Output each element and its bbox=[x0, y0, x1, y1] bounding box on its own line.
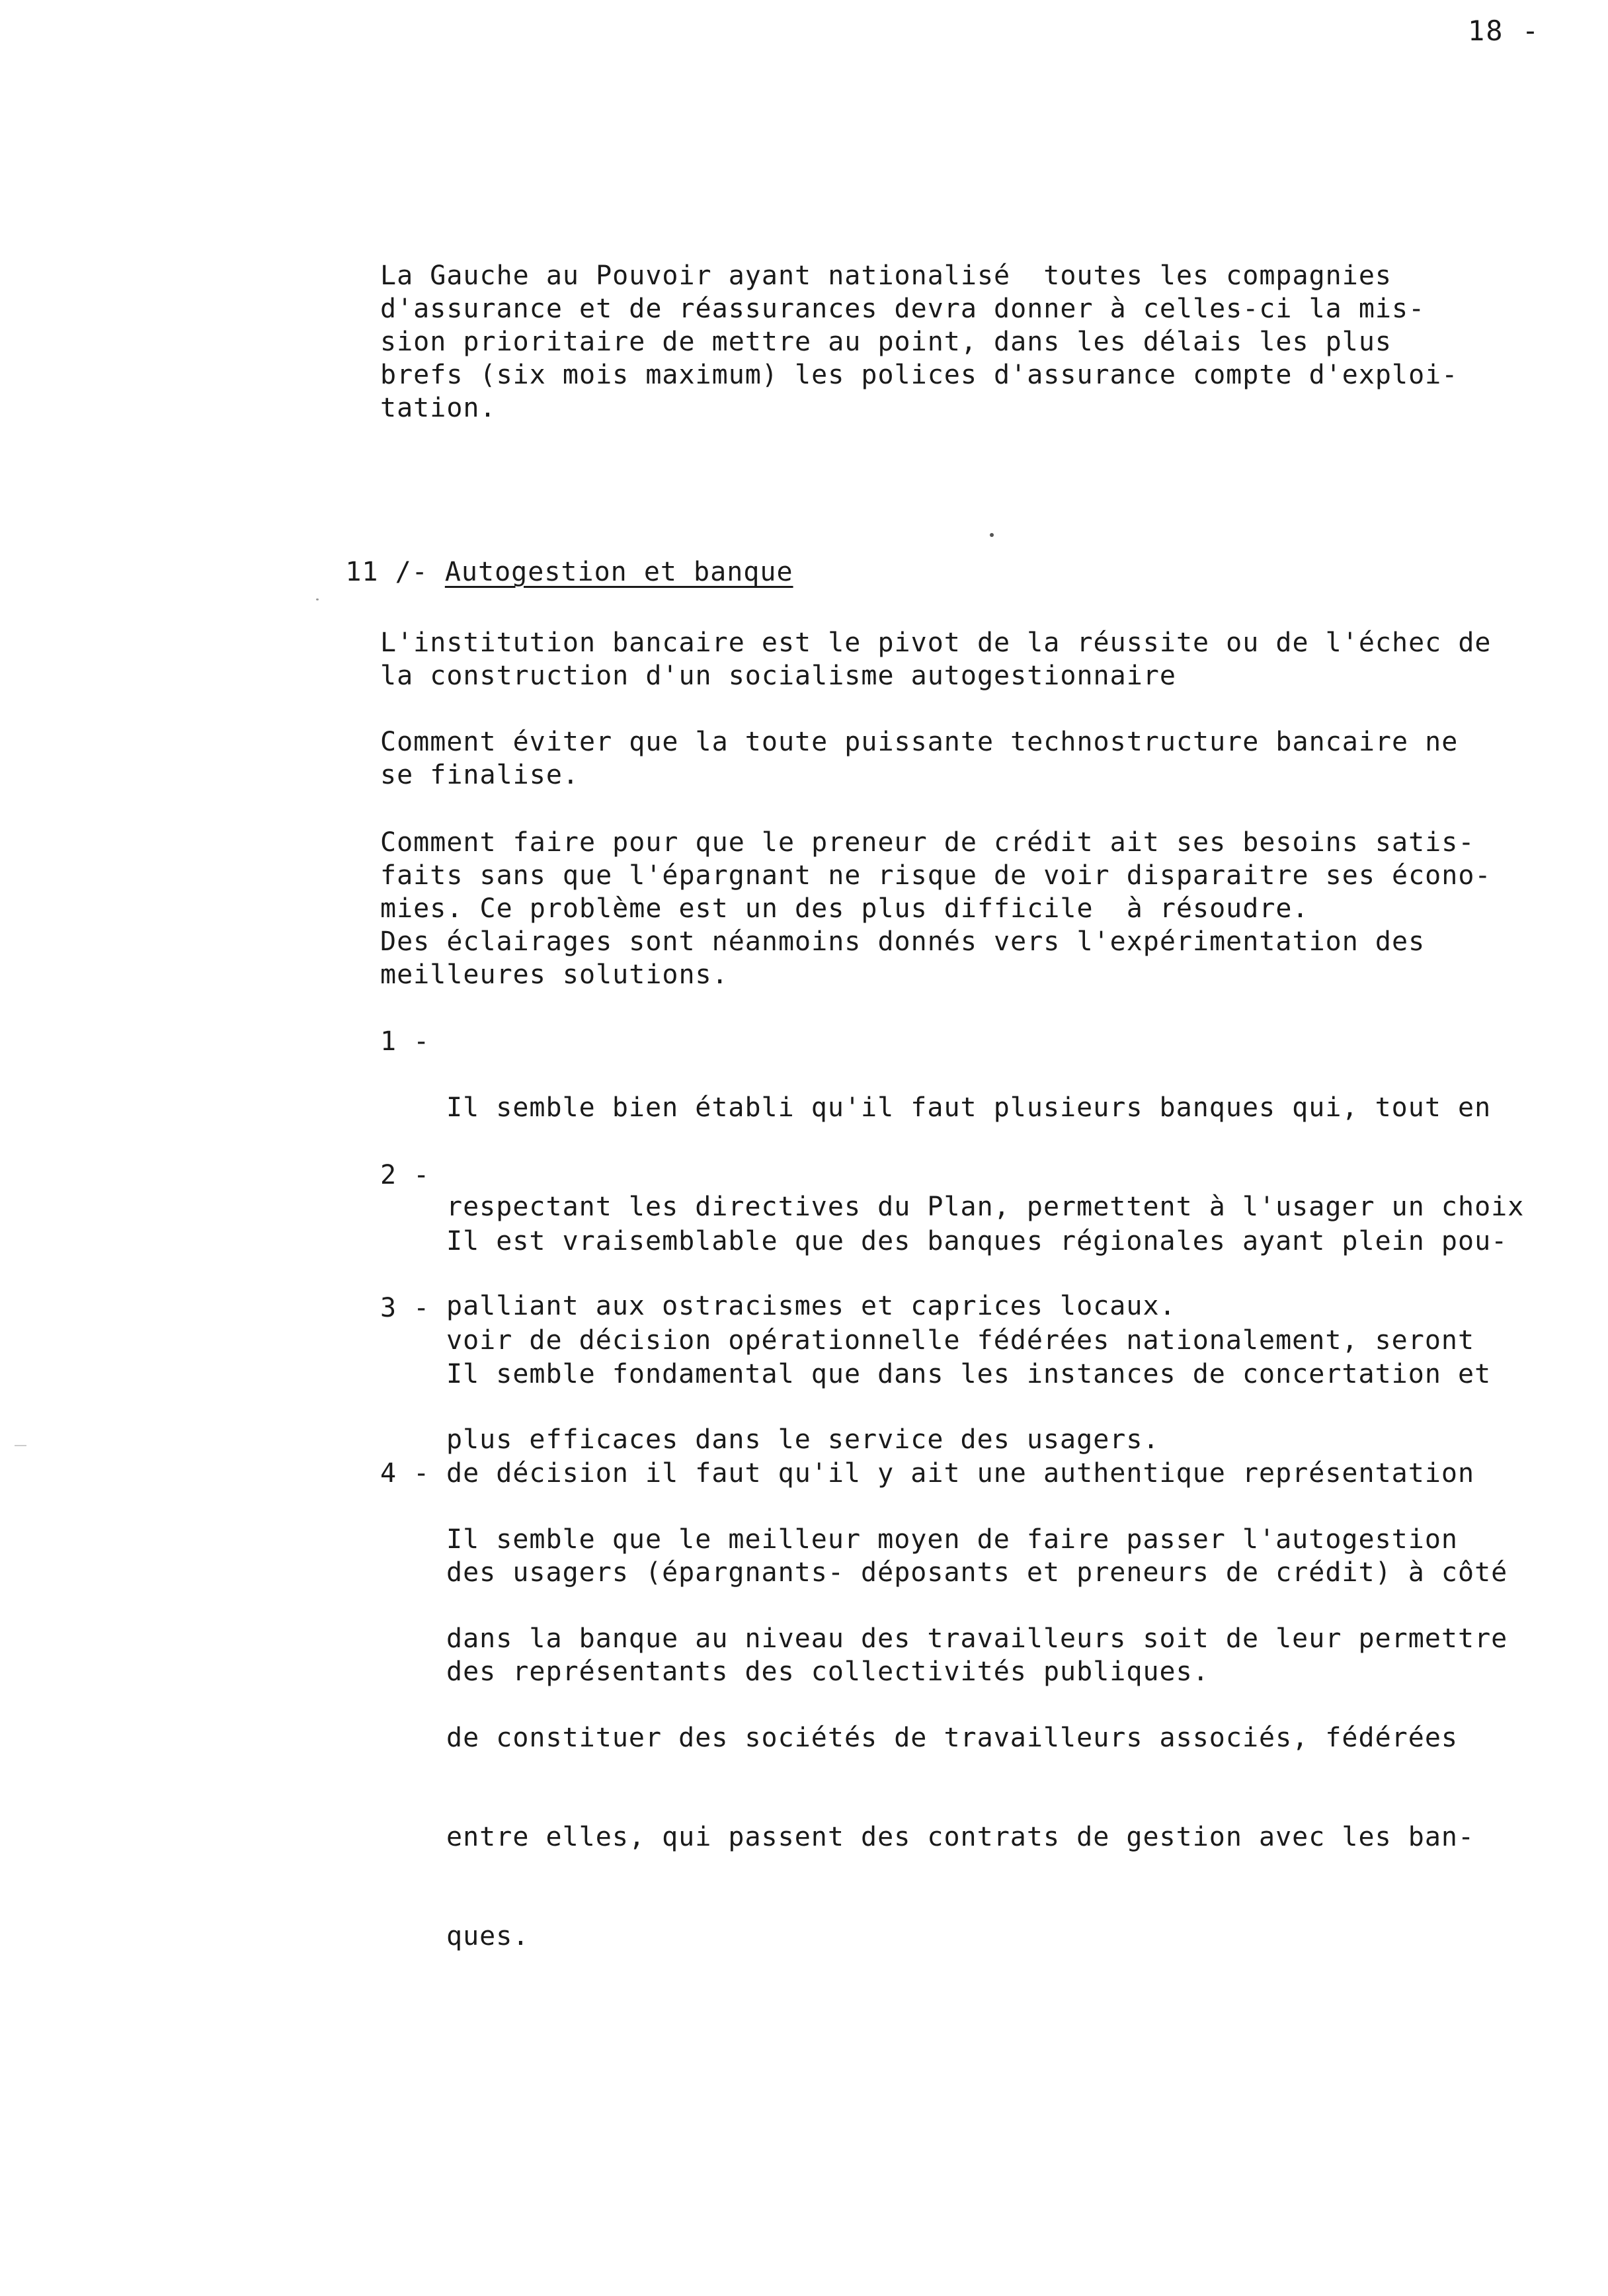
paragraph-line: tation. bbox=[380, 393, 497, 423]
paragraph-line: meilleures solutions. bbox=[380, 960, 729, 990]
body-paragraph bbox=[380, 826, 1544, 991]
list-item-line: palliant aux ostracismes et caprices locaux. bbox=[446, 1291, 1176, 1321]
body-paragraph bbox=[380, 725, 1544, 792]
list-item-line: de décision il faut qu'il y ait une authentique représentation bbox=[446, 1458, 1475, 1489]
list-item-line: Il semble bien établi qu'il faut plusieurs banques qui, tout en bbox=[446, 1092, 1492, 1123]
section-heading bbox=[279, 522, 793, 622]
list-item-line: respectant les directives du Plan, permettent à l'usager un choix bbox=[446, 1192, 1525, 1222]
paragraph-line: faits sans que l'épargnant ne risque de voir disparaitre ses écono- bbox=[380, 860, 1492, 891]
list-item-line: Il semble que le meilleur moyen de faire passer l'autogestion bbox=[446, 1524, 1459, 1555]
paragraph-line: mies. Ce problème est un des plus difficile à résoudre. bbox=[380, 893, 1309, 924]
paragraph-line: Comment faire pour que le preneur de crédit ait ses besoins satis- bbox=[380, 827, 1475, 858]
list-item-line: plus efficaces dans le service des usagers. bbox=[446, 1424, 1160, 1455]
scan-speck bbox=[316, 598, 319, 600]
paragraph-line: d'assurance et de réassurances devra donner à celles-ci la mis- bbox=[380, 294, 1426, 324]
list-item-line: voir de décision opérationnelle fédérées nationalement, seront bbox=[446, 1325, 1475, 1356]
list-item-number: 1 - bbox=[380, 1026, 430, 1057]
list-item-number: 4 - bbox=[380, 1458, 430, 1489]
paragraph-line: la construction d'un socialisme autogestionnaire bbox=[380, 661, 1176, 691]
section-title: Autogestion et banque bbox=[444, 557, 793, 587]
page-number: 18 - bbox=[1468, 15, 1541, 47]
list-item-line: ques. bbox=[446, 1921, 530, 1951]
list-item-line: Il est vraisemblable que des banques régionales ayant plein pou- bbox=[446, 1226, 1508, 1256]
list-item-line: de constituer des sociétés de travailleurs associés, fédérées bbox=[446, 1723, 1459, 1753]
list-item-number: 3 - bbox=[380, 1293, 430, 1323]
list-item-body bbox=[446, 1457, 1508, 2019]
section-number: 11 /- bbox=[345, 557, 445, 587]
list-item-number: 2 - bbox=[380, 1160, 430, 1190]
scan-speck bbox=[15, 1445, 26, 1446]
paragraph-line: Des éclairages sont néanmoins donnés vers l'expérimentation des bbox=[380, 926, 1426, 957]
list-item-line: des usagers (épargnants- déposants et preneurs de crédit) à côté bbox=[446, 1557, 1508, 1588]
list-item-line: entre elles, qui passent des contrats de gestion avec les ban- bbox=[446, 1822, 1475, 1852]
paragraph-line: La Gauche au Pouvoir ayant nationalisé toutes les compagnies bbox=[380, 261, 1392, 291]
paragraph-line: brefs (six mois maximum) les polices d'assurance compte d'exploi- bbox=[380, 360, 1459, 390]
paragraph-line: Comment éviter que la toute puissante technostructure bancaire ne bbox=[380, 727, 1459, 757]
intro-paragraph bbox=[380, 259, 1544, 425]
paragraph-line: L'institution bancaire est le pivot de la réussite ou de l'échec de bbox=[380, 628, 1492, 658]
scan-speck bbox=[990, 533, 994, 537]
list-item-line: Il semble fondamental que dans les instances de concertation et bbox=[446, 1359, 1492, 1389]
paragraph-line: se finalise. bbox=[380, 760, 579, 790]
list-item-line: des représentants des collectivités publiques. bbox=[446, 1657, 1209, 1687]
paragraph-line: sion prioritaire de mettre au point, dans les délais les plus bbox=[380, 327, 1392, 357]
body-paragraph bbox=[380, 626, 1544, 692]
list-item-line: dans la banque au niveau des travailleurs soit de leur permettre bbox=[446, 1623, 1508, 1654]
